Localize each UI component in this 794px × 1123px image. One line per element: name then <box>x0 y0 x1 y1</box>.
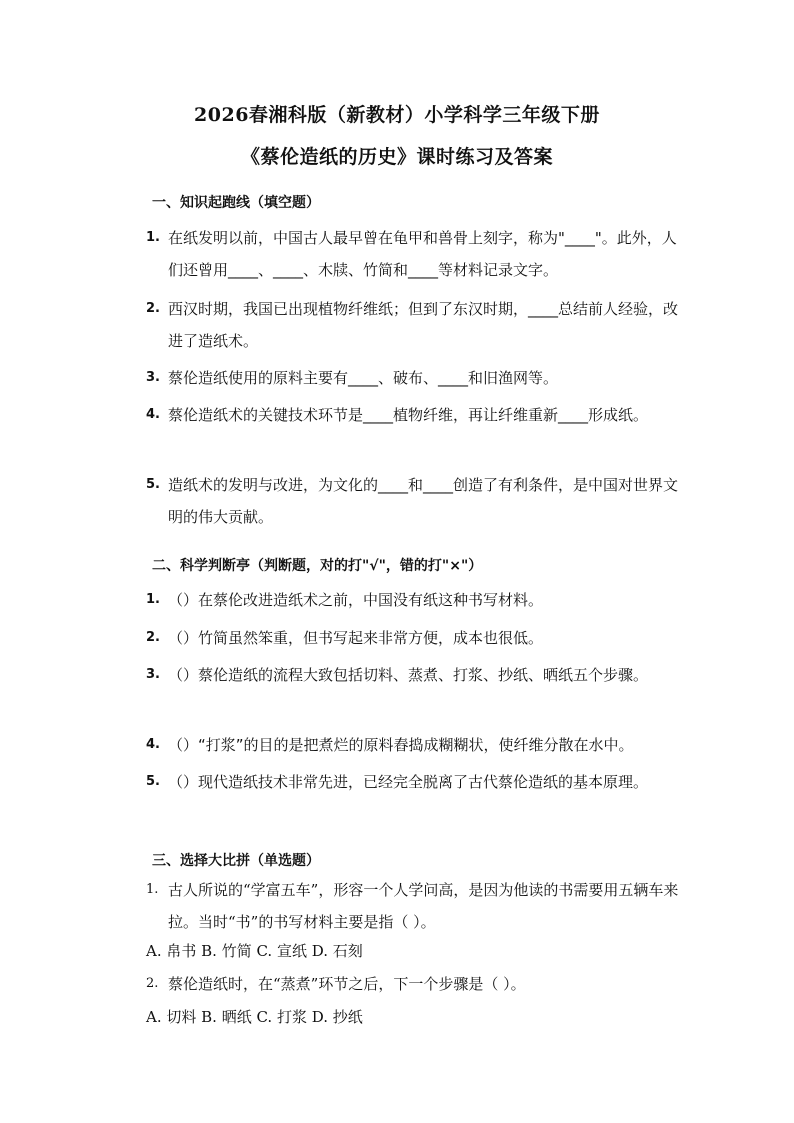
question-text: （）现代造纸技术非常先进，已经完全脱离了古代蔡伦造纸的基本原理。 <box>168 773 649 791</box>
question-number: 1. <box>146 592 160 607</box>
question-text: 蔡伦造纸使用的原料主要有____、破布、____和旧渔网等。 <box>168 369 559 387</box>
choice-question-1-options: A. 帛书 B. 竹简 C. 宣纸 D. 石刻 <box>146 942 363 960</box>
section1-heading: 一、知识起跑线（填空题） <box>152 195 320 211</box>
question-number: 1. <box>146 882 159 897</box>
fill-question-2 <box>146 293 686 357</box>
fill-question-3 <box>146 362 686 394</box>
judge-question-4 <box>146 729 686 761</box>
question-number: 2. <box>146 630 160 645</box>
judge-question-5 <box>146 766 686 798</box>
fill-question-5 <box>146 469 686 533</box>
question-text: （）在蔡伦改进造纸术之前，中国没有纸这种书写材料。 <box>168 591 544 609</box>
question-text: 在纸发明以前，中国古人最早曾在龟甲和兽骨上刻字，称为"____"。此外，人们还曾用____、____、木牍、竹简和____等材料记录文字。 <box>168 229 677 279</box>
question-number: 4. <box>146 737 160 752</box>
document-title-line1: 2026春湘科版（新教材）小学科学三年级下册 <box>194 104 600 126</box>
judge-question-1 <box>146 584 686 616</box>
question-text: 古人所说的“学富五车”，形容一个人学问高，是因为他读的书需要用五辆车来拉。当时“书”的书写材料主要是指（ ）。 <box>168 881 679 931</box>
judge-question-3 <box>146 659 686 691</box>
fill-question-1 <box>146 222 686 286</box>
question-text: 蔡伦造纸术的关键技术环节是____植物纤维，再让纤维重新____形成纸。 <box>168 406 649 424</box>
question-number: 4. <box>146 407 160 422</box>
choice-question-2-options: A. 切料 B. 晒纸 C. 打浆 D. 抄纸 <box>146 1008 363 1026</box>
choice-question-2 <box>146 968 686 1000</box>
section3-heading: 三、选择大比拼（单选题） <box>152 853 320 869</box>
question-number: 3. <box>146 667 160 682</box>
judge-question-2 <box>146 622 686 654</box>
question-text: （）竹简虽然笨重，但书写起来非常方便，成本也很低。 <box>168 629 544 647</box>
question-text: 造纸术的发明与改进，为文化的____和____创造了有利条件，是中国对世界文明的伟大贡献。 <box>168 476 679 526</box>
question-text: （）“打浆”的目的是把煮烂的原料舂捣成糊糊状，使纤维分散在水中。 <box>168 736 634 754</box>
question-number: 5. <box>146 774 160 789</box>
choice-question-1 <box>146 874 686 938</box>
document-title-line2: 《蔡伦造纸的历史》课时练习及答案 <box>240 146 553 168</box>
question-text: 蔡伦造纸时，在“蒸煮”环节之后，下一个步骤是（ ）。 <box>168 975 526 993</box>
question-text: 西汉时期，我国已出现植物纤维纸；但到了东汉时期，____总结前人经验，改进了造纸术。 <box>168 300 679 350</box>
question-number: 2. <box>146 301 160 316</box>
question-number: 1. <box>146 230 160 245</box>
question-number: 5. <box>146 477 160 492</box>
question-text: （）蔡伦造纸的流程大致包括切料、蒸煮、打浆、抄纸、晒纸五个步骤。 <box>168 666 649 684</box>
fill-question-4 <box>146 399 686 431</box>
question-number: 3. <box>146 370 160 385</box>
question-number: 2. <box>146 976 159 991</box>
section2-heading: 二、科学判断亭（判断题，对的打"√"，错的打"×"） <box>152 558 483 574</box>
